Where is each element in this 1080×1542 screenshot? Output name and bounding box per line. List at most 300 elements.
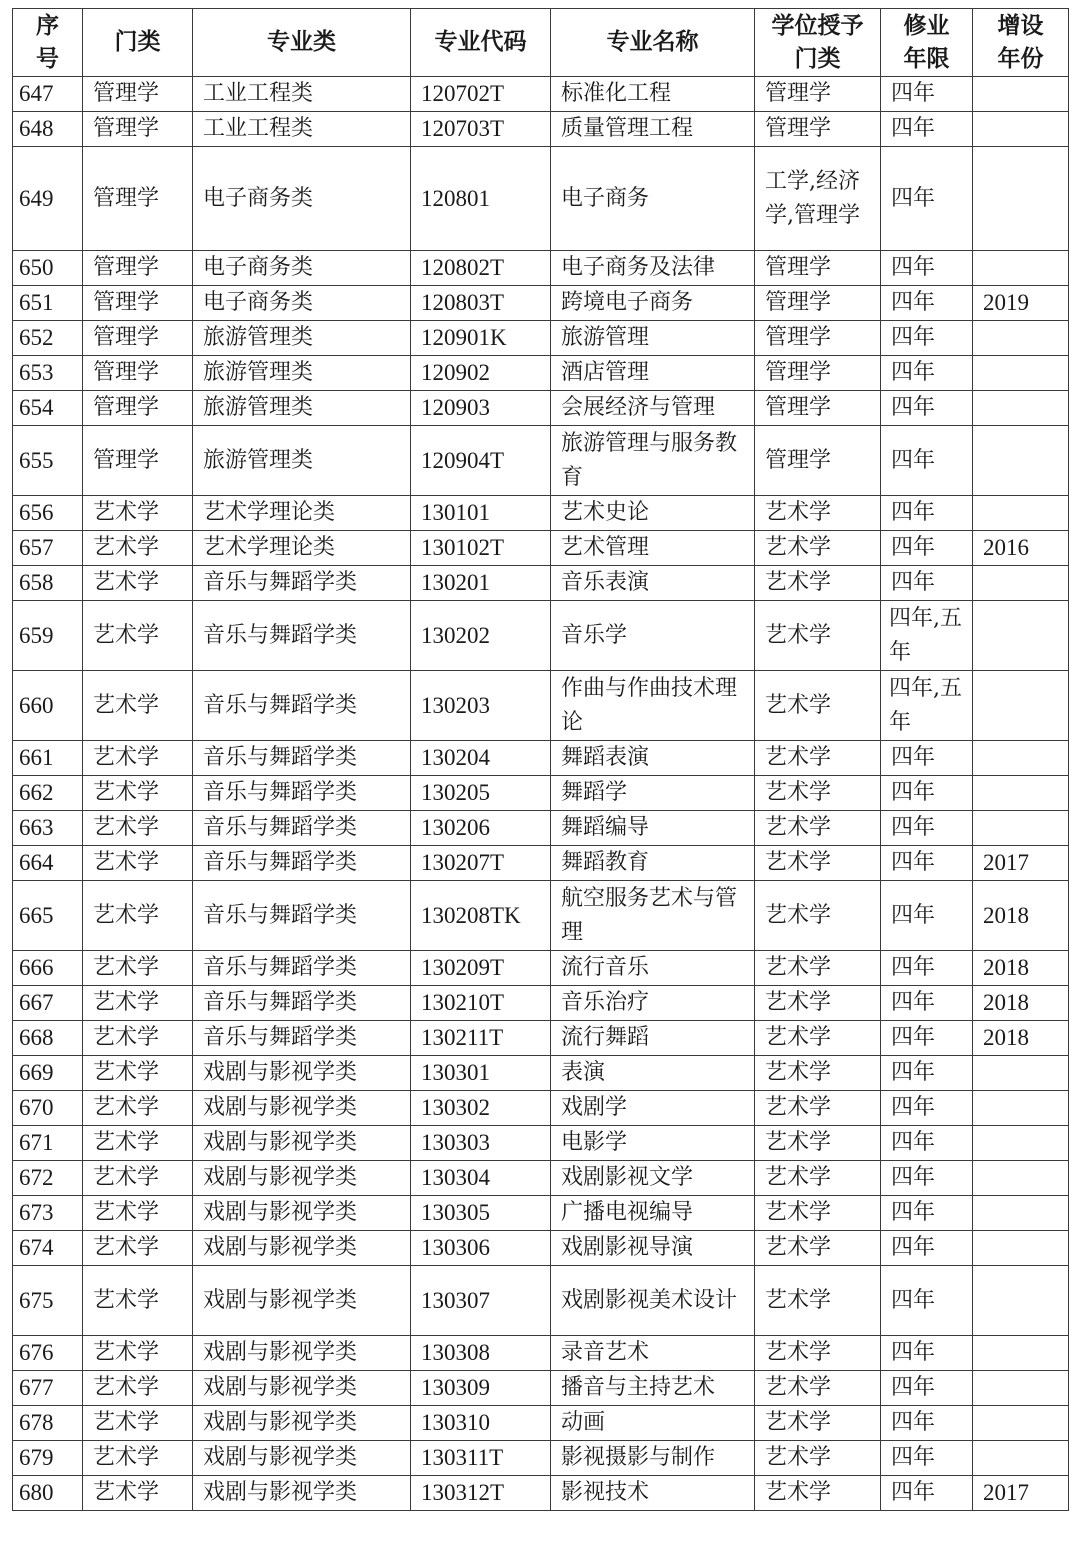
degree-cell: 艺术学 — [755, 986, 881, 1021]
subject-class-cell: 电子商务类 — [193, 286, 411, 321]
years-cell: 四年 — [881, 776, 973, 811]
name-cell: 电影学 — [551, 1126, 755, 1161]
degree-cell: 艺术学 — [755, 1196, 881, 1231]
years-cell: 四年 — [881, 1371, 973, 1406]
degree-cell: 管理学 — [755, 321, 881, 356]
name-cell: 录音艺术 — [551, 1336, 755, 1371]
subject-class-cell: 音乐与舞蹈学类 — [193, 951, 411, 986]
table-header — [13, 9, 1069, 77]
subject-class-cell: 戏剧与影视学类 — [193, 1441, 411, 1476]
degree-cell: 艺术学 — [755, 846, 881, 881]
name-cell: 影视技术 — [551, 1476, 755, 1511]
seq-cell: 669 — [13, 1056, 83, 1091]
added-cell — [973, 321, 1069, 356]
added-cell: 2017 — [973, 1476, 1069, 1511]
subject-class-cell: 工业工程类 — [193, 77, 411, 112]
added-cell — [973, 741, 1069, 776]
category-cell: 艺术学 — [83, 986, 193, 1021]
subject-class-cell: 戏剧与影视学类 — [193, 1056, 411, 1091]
code-cell: 120702T — [411, 77, 551, 112]
added-cell — [973, 1406, 1069, 1441]
subject-class-cell: 戏剧与影视学类 — [193, 1091, 411, 1126]
table-row — [13, 881, 1069, 951]
category-cell: 艺术学 — [83, 951, 193, 986]
subject-class-cell: 音乐与舞蹈学类 — [193, 1021, 411, 1056]
degree-cell: 艺术学 — [755, 601, 881, 671]
table-row — [13, 391, 1069, 426]
seq-cell: 658 — [13, 566, 83, 601]
degree-cell: 艺术学 — [755, 1231, 881, 1266]
seq-cell: 655 — [13, 426, 83, 496]
subject-class-cell: 音乐与舞蹈学类 — [193, 811, 411, 846]
added-cell — [973, 1091, 1069, 1126]
table-row — [13, 147, 1069, 251]
degree-cell: 艺术学 — [755, 671, 881, 741]
category-cell: 艺术学 — [83, 566, 193, 601]
header-category: 门类 — [83, 9, 193, 77]
years-cell: 四年 — [881, 741, 973, 776]
name-cell: 影视摄影与制作 — [551, 1441, 755, 1476]
added-cell — [973, 1126, 1069, 1161]
years-cell: 四年 — [881, 1231, 973, 1266]
subject-class-cell: 电子商务类 — [193, 147, 411, 251]
table-row — [13, 112, 1069, 147]
code-cell: 120902 — [411, 356, 551, 391]
name-cell: 播音与主持艺术 — [551, 1371, 755, 1406]
degree-cell: 艺术学 — [755, 776, 881, 811]
category-cell: 艺术学 — [83, 1406, 193, 1441]
years-cell: 四年 — [881, 1126, 973, 1161]
name-cell: 动画 — [551, 1406, 755, 1441]
name-cell: 旅游管理 — [551, 321, 755, 356]
table-row — [13, 1056, 1069, 1091]
table-row — [13, 321, 1069, 356]
degree-cell: 管理学 — [755, 426, 881, 496]
code-cell: 120904T — [411, 426, 551, 496]
degree-cell: 艺术学 — [755, 566, 881, 601]
category-cell: 管理学 — [83, 251, 193, 286]
subject-class-cell: 戏剧与影视学类 — [193, 1126, 411, 1161]
name-cell: 表演 — [551, 1056, 755, 1091]
subject-class-cell: 艺术学理论类 — [193, 496, 411, 531]
category-cell: 艺术学 — [83, 496, 193, 531]
added-cell — [973, 391, 1069, 426]
name-cell: 航空服务艺术与管理 — [551, 881, 755, 951]
table-row — [13, 986, 1069, 1021]
category-cell: 管理学 — [83, 391, 193, 426]
table-row — [13, 1196, 1069, 1231]
header-subject-class: 专业类 — [193, 9, 411, 77]
degree-cell: 艺术学 — [755, 1126, 881, 1161]
degree-cell: 艺术学 — [755, 951, 881, 986]
code-cell: 130312T — [411, 1476, 551, 1511]
years-cell: 四年 — [881, 1406, 973, 1441]
name-cell: 舞蹈编导 — [551, 811, 755, 846]
years-cell: 四年 — [881, 286, 973, 321]
years-cell: 四年 — [881, 1441, 973, 1476]
years-cell: 四年 — [881, 811, 973, 846]
degree-cell: 艺术学 — [755, 1161, 881, 1196]
category-cell: 艺术学 — [83, 531, 193, 566]
subject-class-cell: 音乐与舞蹈学类 — [193, 776, 411, 811]
category-cell: 艺术学 — [83, 741, 193, 776]
category-cell: 艺术学 — [83, 1021, 193, 1056]
name-cell: 电子商务 — [551, 147, 755, 251]
years-cell: 四年 — [881, 147, 973, 251]
table-row — [13, 1441, 1069, 1476]
header-degree: 学位授予门类 — [755, 9, 881, 77]
code-cell: 130302 — [411, 1091, 551, 1126]
degree-cell: 艺术学 — [755, 741, 881, 776]
table-row — [13, 356, 1069, 391]
years-cell: 四年 — [881, 1161, 973, 1196]
header-code: 专业代码 — [411, 9, 551, 77]
code-cell: 120803T — [411, 286, 551, 321]
degree-cell: 艺术学 — [755, 531, 881, 566]
code-cell: 130306 — [411, 1231, 551, 1266]
added-cell — [973, 811, 1069, 846]
years-cell: 四年 — [881, 251, 973, 286]
seq-cell: 650 — [13, 251, 83, 286]
code-cell: 130308 — [411, 1336, 551, 1371]
name-cell: 酒店管理 — [551, 356, 755, 391]
added-cell — [973, 426, 1069, 496]
table-row — [13, 1021, 1069, 1056]
category-cell: 艺术学 — [83, 811, 193, 846]
added-cell — [973, 1336, 1069, 1371]
seq-cell: 667 — [13, 986, 83, 1021]
category-cell: 艺术学 — [83, 1336, 193, 1371]
category-cell: 艺术学 — [83, 881, 193, 951]
table-row — [13, 426, 1069, 496]
header-seq: 序号 — [13, 9, 83, 77]
subject-class-cell: 戏剧与影视学类 — [193, 1371, 411, 1406]
degree-cell: 管理学 — [755, 391, 881, 426]
added-cell — [973, 356, 1069, 391]
category-cell: 艺术学 — [83, 1091, 193, 1126]
code-cell: 130102T — [411, 531, 551, 566]
degree-cell: 艺术学 — [755, 1056, 881, 1091]
years-cell: 四年,五年 — [881, 671, 973, 741]
code-cell: 130309 — [411, 1371, 551, 1406]
subject-class-cell: 电子商务类 — [193, 251, 411, 286]
seq-cell: 666 — [13, 951, 83, 986]
table-body — [13, 77, 1069, 1511]
seq-cell: 668 — [13, 1021, 83, 1056]
category-cell: 管理学 — [83, 356, 193, 391]
name-cell: 电子商务及法律 — [551, 251, 755, 286]
category-cell: 管理学 — [83, 321, 193, 356]
name-cell: 流行舞蹈 — [551, 1021, 755, 1056]
category-cell: 艺术学 — [83, 1476, 193, 1511]
subject-class-cell: 戏剧与影视学类 — [193, 1196, 411, 1231]
code-cell: 130305 — [411, 1196, 551, 1231]
table-row — [13, 566, 1069, 601]
added-cell — [973, 147, 1069, 251]
years-cell: 四年 — [881, 426, 973, 496]
table-row — [13, 1406, 1069, 1441]
years-cell: 四年 — [881, 951, 973, 986]
degree-cell: 艺术学 — [755, 1371, 881, 1406]
years-cell: 四年 — [881, 112, 973, 147]
code-cell: 130201 — [411, 566, 551, 601]
category-cell: 艺术学 — [83, 1126, 193, 1161]
category-cell: 管理学 — [83, 286, 193, 321]
seq-cell: 665 — [13, 881, 83, 951]
code-cell: 130203 — [411, 671, 551, 741]
subject-class-cell: 戏剧与影视学类 — [193, 1336, 411, 1371]
category-cell: 艺术学 — [83, 1196, 193, 1231]
code-cell: 130209T — [411, 951, 551, 986]
subject-class-cell: 戏剧与影视学类 — [193, 1266, 411, 1336]
degree-cell: 艺术学 — [755, 811, 881, 846]
seq-cell: 656 — [13, 496, 83, 531]
subject-class-cell: 戏剧与影视学类 — [193, 1476, 411, 1511]
table-row — [13, 846, 1069, 881]
added-cell — [973, 1161, 1069, 1196]
subject-class-cell: 戏剧与影视学类 — [193, 1406, 411, 1441]
seq-cell: 663 — [13, 811, 83, 846]
name-cell: 作曲与作曲技术理论 — [551, 671, 755, 741]
degree-cell: 艺术学 — [755, 1266, 881, 1336]
name-cell: 广播电视编导 — [551, 1196, 755, 1231]
years-cell: 四年 — [881, 846, 973, 881]
seq-cell: 654 — [13, 391, 83, 426]
table-row — [13, 1091, 1069, 1126]
years-cell: 四年 — [881, 1021, 973, 1056]
seq-cell: 657 — [13, 531, 83, 566]
name-cell: 音乐表演 — [551, 566, 755, 601]
added-cell: 2018 — [973, 1021, 1069, 1056]
table-row — [13, 601, 1069, 671]
name-cell: 跨境电子商务 — [551, 286, 755, 321]
name-cell: 舞蹈教育 — [551, 846, 755, 881]
subject-class-cell: 音乐与舞蹈学类 — [193, 566, 411, 601]
table-row — [13, 496, 1069, 531]
category-cell: 艺术学 — [83, 1056, 193, 1091]
seq-cell: 670 — [13, 1091, 83, 1126]
added-cell: 2018 — [973, 986, 1069, 1021]
name-cell: 音乐学 — [551, 601, 755, 671]
degree-cell: 管理学 — [755, 356, 881, 391]
code-cell: 120903 — [411, 391, 551, 426]
seq-cell: 664 — [13, 846, 83, 881]
code-cell: 130101 — [411, 496, 551, 531]
added-cell — [973, 496, 1069, 531]
seq-cell: 660 — [13, 671, 83, 741]
category-cell: 艺术学 — [83, 846, 193, 881]
category-cell: 艺术学 — [83, 601, 193, 671]
years-cell: 四年 — [881, 1266, 973, 1336]
subject-class-cell: 音乐与舞蹈学类 — [193, 846, 411, 881]
header-added: 增设年份 — [973, 9, 1069, 77]
name-cell: 艺术管理 — [551, 531, 755, 566]
header-years: 修业年限 — [881, 9, 973, 77]
code-cell: 130303 — [411, 1126, 551, 1161]
degree-cell: 管理学 — [755, 251, 881, 286]
subject-class-cell: 音乐与舞蹈学类 — [193, 601, 411, 671]
code-cell: 130207T — [411, 846, 551, 881]
added-cell: 2016 — [973, 531, 1069, 566]
added-cell — [973, 1371, 1069, 1406]
added-cell: 2017 — [973, 846, 1069, 881]
category-cell: 艺术学 — [83, 1231, 193, 1266]
subject-class-cell: 戏剧与影视学类 — [193, 1231, 411, 1266]
name-cell: 戏剧学 — [551, 1091, 755, 1126]
added-cell: 2018 — [973, 881, 1069, 951]
years-cell: 四年 — [881, 321, 973, 356]
added-cell — [973, 1441, 1069, 1476]
header-name: 专业名称 — [551, 9, 755, 77]
seq-cell: 678 — [13, 1406, 83, 1441]
seq-cell: 674 — [13, 1231, 83, 1266]
table-row — [13, 1231, 1069, 1266]
name-cell: 戏剧影视美术设计 — [551, 1266, 755, 1336]
name-cell: 音乐治疗 — [551, 986, 755, 1021]
seq-cell: 675 — [13, 1266, 83, 1336]
code-cell: 130311T — [411, 1441, 551, 1476]
name-cell: 戏剧影视文学 — [551, 1161, 755, 1196]
added-cell — [973, 566, 1069, 601]
years-cell: 四年 — [881, 1196, 973, 1231]
added-cell — [973, 601, 1069, 671]
code-cell: 130304 — [411, 1161, 551, 1196]
degree-cell: 管理学 — [755, 112, 881, 147]
subject-class-cell: 音乐与舞蹈学类 — [193, 671, 411, 741]
code-cell: 130211T — [411, 1021, 551, 1056]
table-row — [13, 251, 1069, 286]
table-row — [13, 77, 1069, 112]
name-cell: 戏剧影视导演 — [551, 1231, 755, 1266]
seq-cell: 649 — [13, 147, 83, 251]
name-cell: 会展经济与管理 — [551, 391, 755, 426]
years-cell: 四年 — [881, 1336, 973, 1371]
category-cell: 管理学 — [83, 77, 193, 112]
category-cell: 管理学 — [83, 112, 193, 147]
subject-class-cell: 艺术学理论类 — [193, 531, 411, 566]
added-cell — [973, 1196, 1069, 1231]
subject-class-cell: 音乐与舞蹈学类 — [193, 741, 411, 776]
added-cell — [973, 776, 1069, 811]
seq-cell: 651 — [13, 286, 83, 321]
table-row — [13, 531, 1069, 566]
code-cell: 130205 — [411, 776, 551, 811]
degree-cell: 艺术学 — [755, 496, 881, 531]
table-row — [13, 671, 1069, 741]
degree-cell: 艺术学 — [755, 1021, 881, 1056]
majors-table — [12, 8, 1069, 1511]
degree-cell: 艺术学 — [755, 1441, 881, 1476]
name-cell: 旅游管理与服务教育 — [551, 426, 755, 496]
seq-cell: 680 — [13, 1476, 83, 1511]
name-cell: 流行音乐 — [551, 951, 755, 986]
degree-cell: 艺术学 — [755, 1406, 881, 1441]
table-row — [13, 1371, 1069, 1406]
years-cell: 四年 — [881, 496, 973, 531]
added-cell — [973, 1266, 1069, 1336]
code-cell: 130208TK — [411, 881, 551, 951]
code-cell: 130202 — [411, 601, 551, 671]
code-cell: 130307 — [411, 1266, 551, 1336]
seq-cell: 671 — [13, 1126, 83, 1161]
code-cell: 130204 — [411, 741, 551, 776]
table-row — [13, 286, 1069, 321]
table-row — [13, 1126, 1069, 1161]
table-row — [13, 776, 1069, 811]
subject-class-cell: 旅游管理类 — [193, 391, 411, 426]
degree-cell: 工学,经济学,管理学 — [755, 147, 881, 251]
subject-class-cell: 音乐与舞蹈学类 — [193, 986, 411, 1021]
code-cell: 130206 — [411, 811, 551, 846]
added-cell — [973, 1056, 1069, 1091]
years-cell: 四年 — [881, 391, 973, 426]
degree-cell: 艺术学 — [755, 1476, 881, 1511]
added-cell — [973, 77, 1069, 112]
category-cell: 艺术学 — [83, 1266, 193, 1336]
name-cell: 舞蹈表演 — [551, 741, 755, 776]
degree-cell: 管理学 — [755, 286, 881, 321]
years-cell: 四年 — [881, 531, 973, 566]
name-cell: 质量管理工程 — [551, 112, 755, 147]
category-cell: 管理学 — [83, 426, 193, 496]
years-cell: 四年 — [881, 356, 973, 391]
degree-cell: 艺术学 — [755, 1336, 881, 1371]
added-cell — [973, 1231, 1069, 1266]
table-row — [13, 951, 1069, 986]
added-cell — [973, 112, 1069, 147]
code-cell: 120802T — [411, 251, 551, 286]
category-cell: 艺术学 — [83, 671, 193, 741]
subject-class-cell: 音乐与舞蹈学类 — [193, 881, 411, 951]
subject-class-cell: 戏剧与影视学类 — [193, 1161, 411, 1196]
table-row — [13, 1336, 1069, 1371]
table-row — [13, 1266, 1069, 1336]
code-cell: 120703T — [411, 112, 551, 147]
name-cell: 标准化工程 — [551, 77, 755, 112]
years-cell: 四年 — [881, 881, 973, 951]
seq-cell: 661 — [13, 741, 83, 776]
seq-cell: 672 — [13, 1161, 83, 1196]
added-cell — [973, 671, 1069, 741]
seq-cell: 652 — [13, 321, 83, 356]
name-cell: 舞蹈学 — [551, 776, 755, 811]
seq-cell: 662 — [13, 776, 83, 811]
category-cell: 艺术学 — [83, 1441, 193, 1476]
table-row — [13, 741, 1069, 776]
seq-cell: 648 — [13, 112, 83, 147]
years-cell: 四年 — [881, 1056, 973, 1091]
category-cell: 管理学 — [83, 147, 193, 251]
degree-cell: 艺术学 — [755, 881, 881, 951]
seq-cell: 679 — [13, 1441, 83, 1476]
table-row — [13, 811, 1069, 846]
subject-class-cell: 旅游管理类 — [193, 356, 411, 391]
degree-cell: 艺术学 — [755, 1091, 881, 1126]
added-cell: 2018 — [973, 951, 1069, 986]
added-cell: 2019 — [973, 286, 1069, 321]
table-row — [13, 1161, 1069, 1196]
seq-cell: 673 — [13, 1196, 83, 1231]
subject-class-cell: 旅游管理类 — [193, 426, 411, 496]
years-cell: 四年,五年 — [881, 601, 973, 671]
years-cell: 四年 — [881, 566, 973, 601]
degree-cell: 管理学 — [755, 77, 881, 112]
added-cell — [973, 251, 1069, 286]
seq-cell: 676 — [13, 1336, 83, 1371]
code-cell: 130310 — [411, 1406, 551, 1441]
subject-class-cell: 工业工程类 — [193, 112, 411, 147]
seq-cell: 653 — [13, 356, 83, 391]
